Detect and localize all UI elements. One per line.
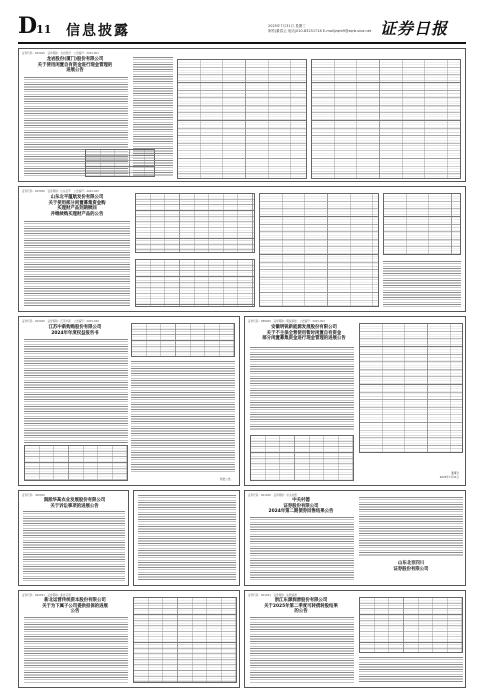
date-line <box>268 24 371 34</box>
announcement-header: 证券代码：300000 <box>22 494 45 497</box>
announcement-block-5 <box>18 490 129 586</box>
announcement-title: 润淞华高农业发展股份有限公司 关于诉讼事项的进展公告 <box>43 498 106 509</box>
section-title: 信息披露 <box>66 23 130 39</box>
body-text <box>383 261 461 307</box>
announcement-title: 山东北京四川 证券股份有限公司 <box>393 561 429 572</box>
body-text <box>250 617 354 683</box>
data-table <box>311 59 461 179</box>
announcement-block-9 <box>244 590 466 688</box>
announcement-header: 证券代码：603000 证券简称：山东北平 公告编号：2025-045 <box>22 190 99 193</box>
masthead <box>0 0 484 44</box>
body-text <box>359 657 463 683</box>
body-text <box>250 347 354 431</box>
announcement-block-7 <box>18 590 240 688</box>
announcement-header: 证券代码：600000 证券简称：龙岩股份 公告编号：2025-001 <box>22 52 99 55</box>
data-table <box>135 193 255 253</box>
body-text <box>138 495 236 581</box>
announcement-header: 证券代码：688000 证券简称：明锐新能 公告编号：2025-052 <box>248 320 325 323</box>
body-text <box>24 339 128 443</box>
masthead-rule <box>18 42 466 44</box>
announcement-block-3 <box>18 316 240 486</box>
announcement-title: 山东北平蕴航发份有限公司 关于使用部分闲置募集资金购 买理财产品到期赎回 并继续购买理财产品的公告 <box>48 195 106 217</box>
announcement-title: 新北运营传统资本股份有限公司 关于为下属子公司提供担保的进展 公告 <box>42 598 108 615</box>
signoff: 董事会 2025年7月31日 <box>439 472 459 479</box>
announcement-header: 证券代码：603001 证券简称：东源润滑 <box>248 594 297 597</box>
data-table <box>250 435 354 481</box>
announcement-title: 龙岩股份(厦门)股份有限公司 关于使用闲置自有资金进行现金管理的 进展公告 <box>37 57 113 74</box>
data-table <box>131 323 235 357</box>
announcement-block-6 <box>244 490 466 586</box>
announcement-title: 江苏中新购购股份有限公司 2024年年度权益报告书 <box>48 325 102 336</box>
data-table <box>177 59 307 179</box>
data-table <box>24 445 128 481</box>
announcement-block-2 <box>18 186 466 312</box>
data-table <box>383 193 461 255</box>
announcement-title: 安徽明锐新能源发展股份有限公司 关于不主保全营使用暂时闲置自有资金 部分闲置募集资金进行现金管理的进展公告 <box>262 325 346 342</box>
announcement-block-4 <box>244 316 466 486</box>
announcement-block-1 <box>18 48 466 182</box>
editor-text: 制作|董春云 电话|010-83251716 E-mail|zqrb9@zqrb.sina.net <box>268 29 372 33</box>
page-digits: 11 <box>36 23 52 36</box>
body-text <box>24 617 128 683</box>
announcement-title: 浙江东源润滑股份有限公司 关于2025年第二季度可转债转股结果 的公告 <box>264 598 338 615</box>
data-table <box>359 323 463 453</box>
date-text: 2025年7月31日 星期三 <box>268 24 306 28</box>
body-text <box>24 221 130 307</box>
data-table <box>359 597 463 653</box>
newspaper-logo: 证券日报 <box>380 19 449 38</box>
data-table <box>259 193 379 307</box>
body-text <box>359 497 463 557</box>
body-text <box>131 361 235 473</box>
announcement-header: 证券代码：601000 证券简称：中关村德 <box>248 494 297 497</box>
page-letter: D <box>18 13 37 39</box>
signoff: 特此公告。 <box>220 477 233 481</box>
announcement-header: 证券代码：600001 证券简称：新北运营 <box>22 594 71 597</box>
body-text <box>23 511 125 581</box>
body-text <box>250 517 354 581</box>
data-table <box>135 259 255 307</box>
body-text <box>133 57 173 177</box>
announcement-header: 证券代码：002000 证券简称：江苏中新 公告编号：2025-030 <box>22 320 99 323</box>
page-number <box>18 15 51 41</box>
data-table <box>133 597 237 683</box>
announcement-block-5b <box>133 490 240 586</box>
announcement-title: 中关村德 证券股份有限公司 2024年第二期债券回售结果公告 <box>268 498 334 515</box>
